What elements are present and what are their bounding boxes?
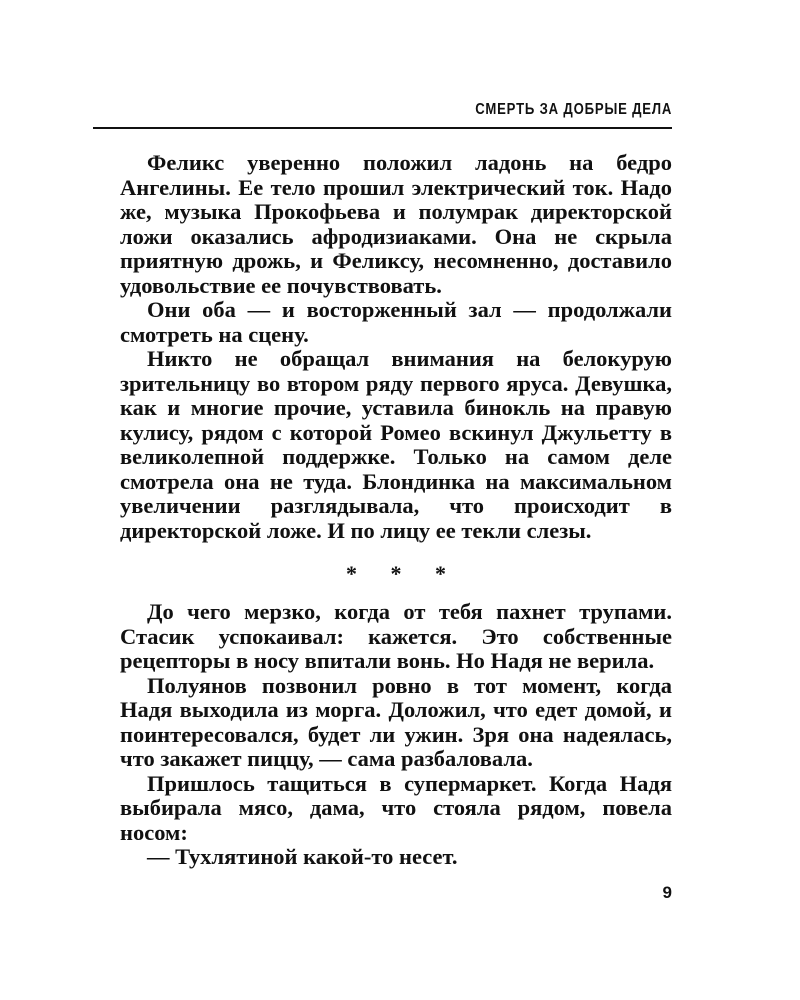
paragraph: До чего мерзко, когда от тебя пахнет трупами. Стасик успокаивал: кажется. Это собственные рецепторы в носу впитали вонь. Но Надя не верила.	[120, 599, 672, 673]
paragraph: — Тухлятиной какой-то несет.	[147, 844, 458, 869]
paragraph: Никто не обращал внимания на белокурую зрительницу во втором ряду первого яруса. Девушка, как и многие прочие, уставила бинокль на правую кулису, рядом с которой Ромео вскинул Джульетту в великолепной поддержке. Только на самом деле смотрела она не туда. Блондинка на максимальном увеличении разглядывала, что происходит в директорской ложе. И по лицу ее текли слезы.	[120, 346, 672, 543]
section-separator: * * *	[346, 561, 460, 586]
section-1	[120, 151, 672, 543]
running-head: СМЕРТЬ ЗА ДОБРЫЕ ДЕЛА	[475, 101, 672, 118]
book-page	[120, 0, 672, 1000]
paragraph: Феликс уверенно положил ладонь на бедро Ангелины. Ее тело прошил электрический ток. Надо же, музыка Прокофьева и полумрак директорской ложи оказались афродизиаками. Она не скрыла приятную дрожь, и Феликсу, несомненно, доставило удовольствие ее почувствовать.	[120, 150, 672, 298]
paragraph: Они оба — и восторженный зал — продолжали смотреть на сцену.	[120, 297, 672, 347]
header-rule	[93, 127, 672, 129]
paragraph: Пришлось тащиться в супермаркет. Когда Надя выбирала мясо, дама, что стояла рядом, повела носом:	[120, 770, 672, 845]
page-number: 9	[662, 883, 672, 902]
section-2	[120, 600, 672, 870]
paragraph: Полуянов позвонил ровно в тот момент, когда Надя выходила из морга. Доложил, что едет домой, и поинтересовался, будет ли ужин. Зря она надеялась, что закажет пиццу, — сама разбаловала.	[120, 672, 672, 771]
